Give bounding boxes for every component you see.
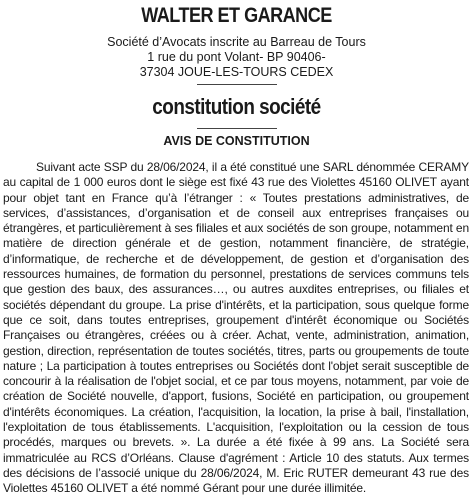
firm-address-line-1: Société d’Avocats inscrite au Barreau de Tours [107, 35, 366, 49]
firm-address-line-3: 37304 JOUE-LES-TOURS CEDEX [139, 65, 334, 79]
firm-address-line-2: 1 rue du pont Volant- BP 90406- [147, 50, 326, 64]
notice-body: Suivant acte SSP du 28/06/2024, il a été constitué une SARL dénommée CERAMY au capital de 1 000 euros dont le siège est fixé 43 rue des Violettes 45160 OLIVET ayant pour objet tant en France qu’à l’étranger : « Toutes prestations administratives, de services, d’assistances, d’organisation et de conseil aux entreprises françaises ou étrangères, et particulièrement à ses filiales et aux sociétés de son groupe, notamment en matière de direction générale et de gestion, notamment financière, de stratégie, d’informatique, de recherche et de développement, de gestion et d’organisation des ressources humaines, de formation du personnel, prestations de services communs tels que gestion des baux, des assurances…, ou autres auxdites entreprises, ou filiales et sociétés dépendant du groupe. La prise d'intérêts, et la participation, sous quelque forme que ce soit, dans toutes entreprises, groupement d'intérêt économique ou Sociétés Françaises ou étrangères, créées ou à créer. Achat, vente, administration, animation, gestion, direction, représentation de toutes sociétés, titres, parts ou groupements de toute nature ; La participation à toutes entreprises ou Sociétés dont l'objet serait susceptible de concourir à la réalisation de l'objet social, et ce par tous moyens, notamment, par voie de création de Société nouvelle, d'apport, fusions, Société en participation, ou groupement d'intérêts économiques. La création, l'acquisition, la location, la prise à bail, l'installation, l'exploitation de tous établissements. L'acquisition, l'exploitation ou la cession de tous procédés, marques ou brevets. ». La durée a été fixée à 99 ans. La Société sera immatriculée au RCS d’Orléans. Clause d'agrément : Article 10 des statuts. Aux termes des décisions de l’associé unique du 28/06/2024, M. Eric RUTER demeurant 43 rue des Violettes 45160 OLIVET a été nommé Gérant pour une durée illimitée. [3, 160, 469, 496]
header-divider [197, 84, 277, 85]
title-divider [197, 128, 277, 129]
firm-name: WALTER ET GARANCE [141, 4, 332, 27]
notice-subheading: AVIS DE CONSTITUTION [163, 134, 310, 148]
section-title: constitution société [152, 94, 321, 119]
